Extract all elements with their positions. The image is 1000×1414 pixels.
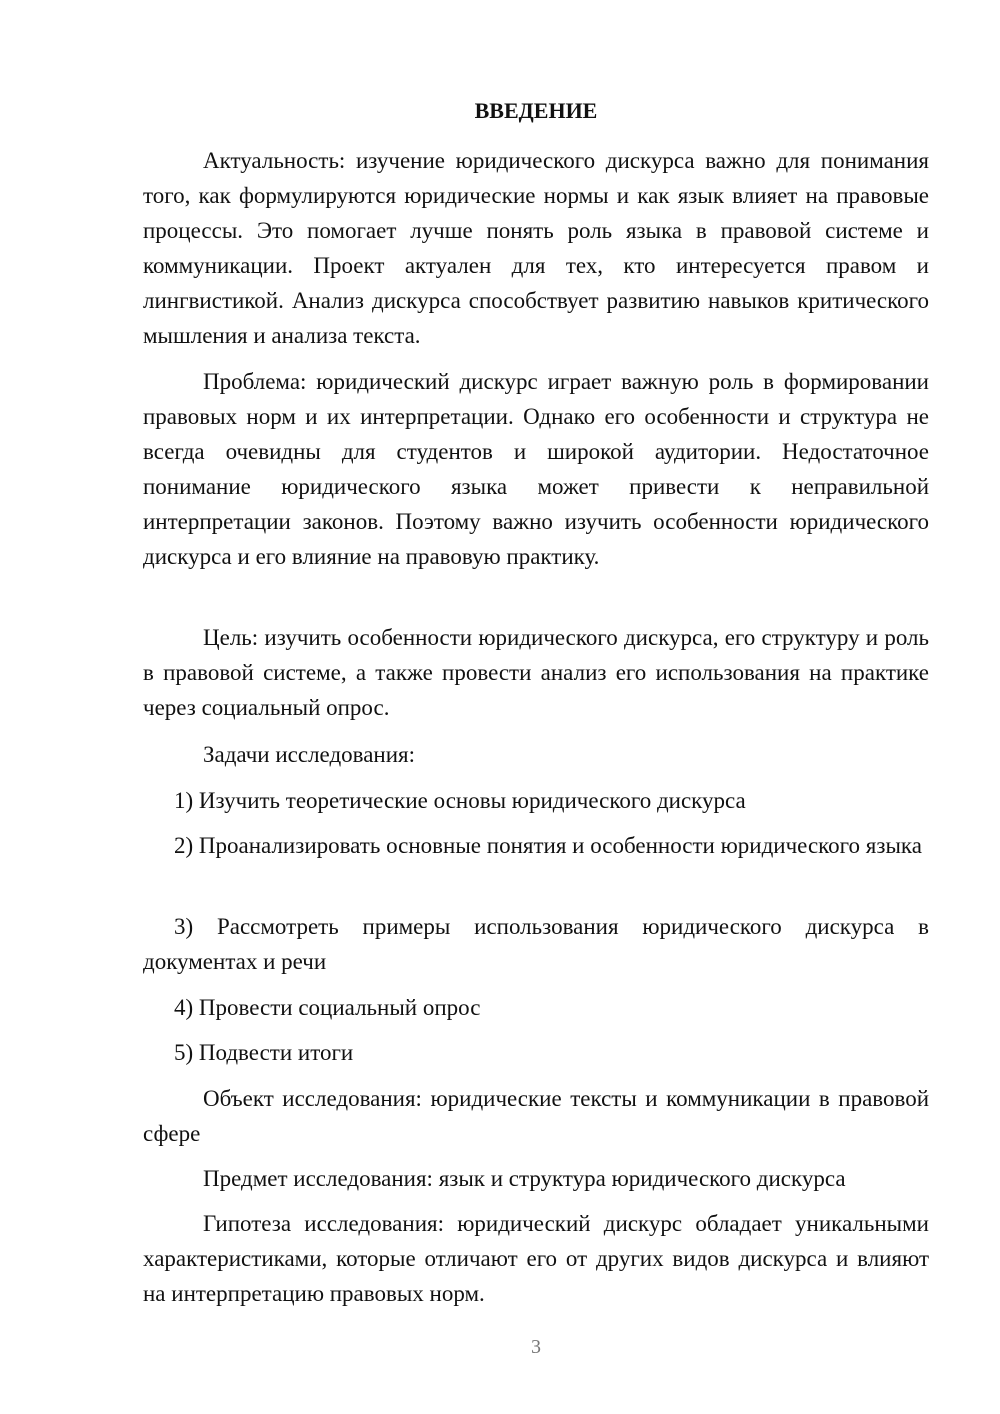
hypothesis-paragraph: Гипотеза исследования: юридический дискурс обладает уникальными характеристиками, которые отличают его от других видов дискурса и влияют на интерпретацию правовых норм. xyxy=(143,1211,929,1306)
object-paragraph: Объект исследования: юридические тексты и коммуникации в правовой сфере xyxy=(143,1086,929,1146)
task-item: 5) Подвести итоги xyxy=(174,1040,354,1065)
task-item: 3) Рассмотреть примеры использования юридического дискурса в документах и речи xyxy=(143,914,929,974)
task-item: 1) Изучить теоретические основы юридического дискурса xyxy=(174,788,746,813)
task-item: 2) Проанализировать основные понятия и особенности юридического языка xyxy=(174,833,922,858)
tasks-heading: Задачи исследования: xyxy=(203,742,416,767)
goal-paragraph: Цель: изучить особенности юридического дискурса, его структуру и роль в правовой системе, а также провести анализ его использования на практике через социальный опрос. xyxy=(143,625,929,720)
subject-paragraph: Предмет исследования: язык и структура юридического дискурса xyxy=(203,1166,846,1191)
relevance-paragraph: Актуальность: изучение юридического дискурса важно для понимания того, как формулируются юридические нормы и как язык влияет на правовые процессы. Это помогает лучше понять роль языка в правовой системе и коммуникации. Проект актуален для тех, кто интересуется правом и лингвистикой. Анализ дискурса способствует развитию навыков критического мышления и анализа текста. xyxy=(143,148,929,348)
page-number: 3 xyxy=(531,1336,541,1358)
page-title: ВВЕДЕНИЕ xyxy=(474,98,598,123)
problem-paragraph: Проблема: юридический дискурс играет важную роль в формировании правовых норм и их интерпретации. Однако его особенности и структура не всегда очевидны для студентов и широкой аудитории. Недостаточное понимание юридического языка может привести к неправильной интерпретации законов. Поэтому важно изучить особенности юридического дискурса и его влияние на правовую практику. xyxy=(143,369,929,569)
task-item: 4) Провести социальный опрос xyxy=(174,995,481,1020)
